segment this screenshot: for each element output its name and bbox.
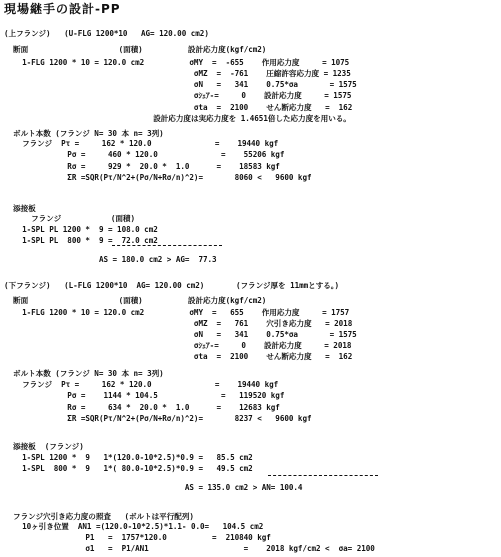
calc-line: AS = 135.0 cm2 > AN= 100.4 bbox=[4, 483, 303, 492]
calc-line: 断面 (面積) 設計応力度(kgf/cm2) bbox=[4, 45, 267, 54]
calc-line: 1-FLG 1200 * 10 = 120.0 cm2 σMY = -655 作用応力度 = 1075 bbox=[4, 58, 350, 67]
calc-line: (上フランジ) (U-FLG 1200*10 AG= 120.00 cm2) bbox=[4, 29, 209, 38]
calc-line: フランジ Pτ = 162 * 120.0 = 19440 kgf bbox=[4, 139, 279, 148]
total-rule-upper bbox=[112, 245, 222, 246]
calc-line: σN = 341 0.75*σa = 1575 bbox=[4, 80, 357, 89]
calc-line: Rσ = 929 * 20.0 * 1.0 = 18583 kgf bbox=[4, 162, 280, 171]
calc-line: σMZ = 761 穴引き応力度 = 2018 bbox=[4, 319, 353, 328]
calc-line: 1-SPL PL 800 * 9 = 72.0 cm2 bbox=[4, 236, 158, 245]
calc-line: σta = 2100 せん断応力度 = 162 bbox=[4, 103, 353, 112]
calc-line: 断面 (面積) 設計応力度(kgf/cm2) bbox=[4, 296, 267, 305]
calc-line: フランジ Pτ = 162 * 120.0 = 19440 kgf bbox=[4, 380, 279, 389]
calc-line: 1-FLG 1200 * 10 = 120.0 cm2 σMY = 655 作用応力度 = 1757 bbox=[4, 308, 350, 317]
page-title: 現場継手の設計-PP bbox=[4, 2, 121, 16]
calc-line: Pσ = 1144 * 104.5 = 119520 kgf bbox=[4, 391, 285, 400]
calc-line: Rσ = 634 * 20.0 * 1.0 = 12683 kgf bbox=[4, 403, 280, 412]
calc-line: 1-SPL PL 1200 * 9 = 108.0 cm2 bbox=[4, 225, 158, 234]
calc-line: σMZ = -761 圧縮許容応力度 = 1235 bbox=[4, 69, 351, 78]
calc-line: 添接板 bbox=[4, 204, 36, 213]
calc-line: フランジ (面積) bbox=[4, 214, 135, 223]
calc-line: (下フランジ) (L-FLG 1200*10 AG= 120.00 cm2) (フランジ厚を 11mmとする。) bbox=[4, 281, 340, 290]
calc-line: 10ヶ引き位置 AN1 =(120.0-10*2.5)*1.1- 0.0= 104.5 cm2 bbox=[4, 522, 264, 531]
calc-line: P1 = 1757*120.0 = 210840 kgf bbox=[4, 533, 271, 542]
calc-line: ボルト本数 (フランジ N= 30 本 n= 3列) bbox=[4, 369, 164, 378]
calc-line: 設計応力度は実応力度を 1.4651倍した応力度を用いる。 bbox=[4, 114, 351, 123]
calc-line: Pσ = 460 * 120.0 = 55206 kgf bbox=[4, 150, 285, 159]
calc-line: ボルト本数 (フランジ N= 30 本 n= 3列) bbox=[4, 129, 164, 138]
calc-line: σ1 = P1/AN1 = 2018 kgf/cm2 < σa= 2100 bbox=[4, 544, 375, 553]
calc-line: σN = 341 0.75*σa = 1575 bbox=[4, 330, 357, 339]
calc-line: AS = 180.0 cm2 > AG= 77.3 bbox=[4, 255, 217, 264]
calc-line: σta = 2100 せん断応力度 = 162 bbox=[4, 352, 353, 361]
calc-line: 1-SPL 800 * 9 1*( 80.0-10*2.5)*0.9 = 49.5 cm2 bbox=[4, 464, 253, 473]
calc-line: 1-SPL 1200 * 9 1*(120.0-10*2.5)*0.9 = 85.5 cm2 bbox=[4, 453, 253, 462]
calc-line: σｼｪｱ-= 0 設計応力度 = 2018 bbox=[4, 341, 352, 350]
total-rule-lower bbox=[268, 475, 378, 476]
calc-line: ΣR =SQR(Pτ/N^2+(Pσ/N+Rσ/n)^2)= 8060 < 9600 kgf bbox=[4, 173, 312, 182]
calc-line: 添接板 (フランジ) bbox=[4, 442, 84, 451]
calc-line: σｼｪｱ-= 0 設計応力度 = 1575 bbox=[4, 91, 352, 100]
calc-line: ΣR =SQR(Pτ/N^2+(Pσ/N+Rσ/n)^2)= 8237 < 9600 kgf bbox=[4, 414, 312, 423]
calc-line: フランジ穴引き応力度の照査 (ボルトは平行配列) bbox=[4, 512, 194, 521]
